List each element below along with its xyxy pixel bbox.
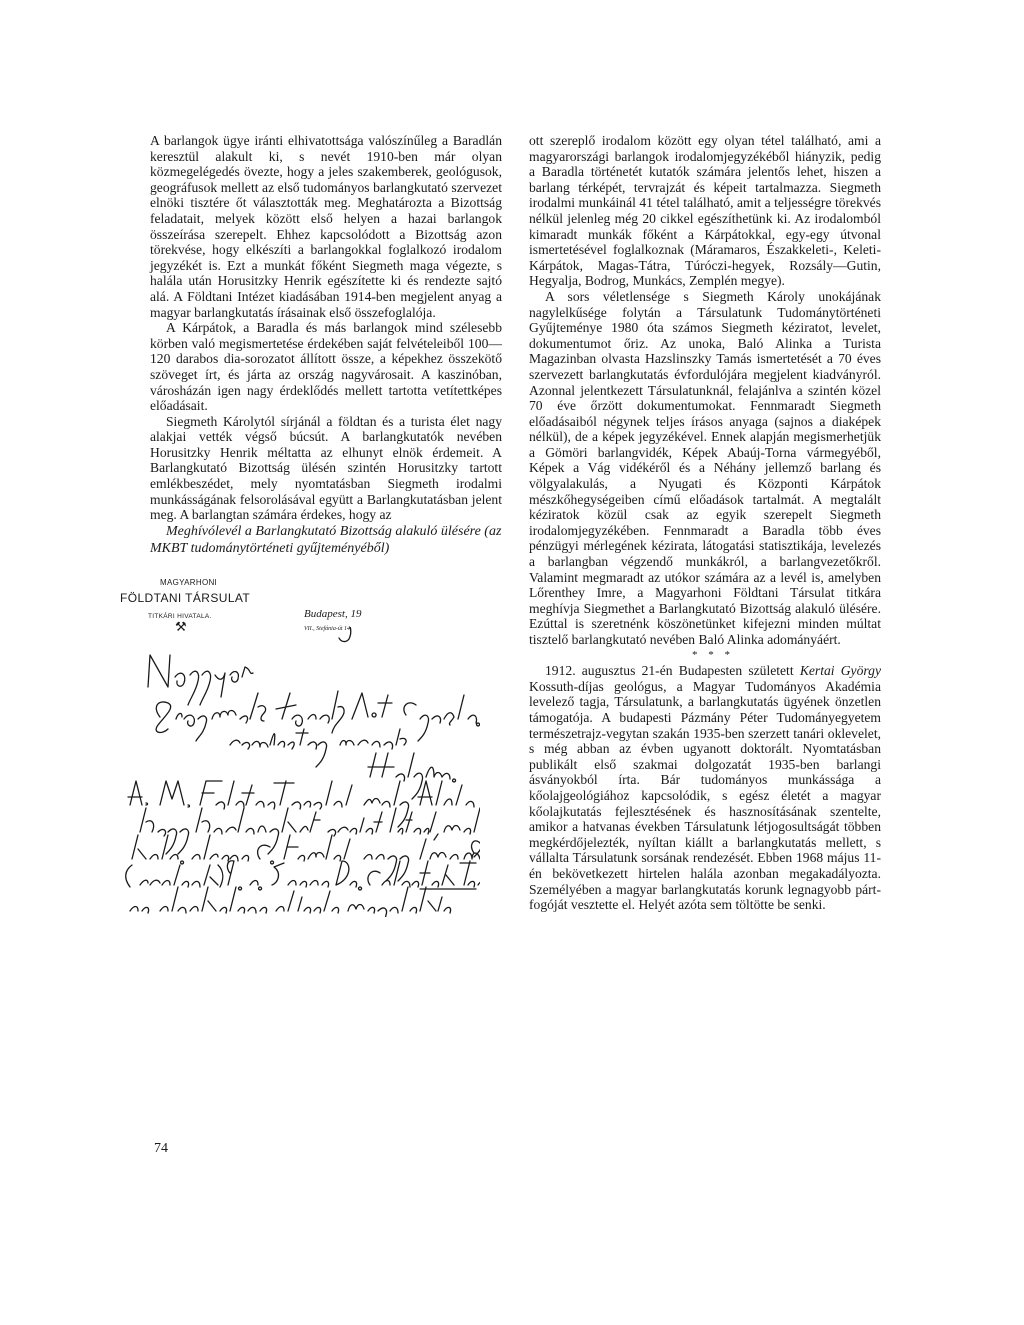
letterhead-line: MAGYARHONI: [160, 577, 218, 587]
paragraph: A Kárpátok, a Baradla és más barlangok mind szélesebb körben való megismertetése érdekében saját felvételeiből 100—120 darabos dia-sorozatot állított össze, a képekhez összekötő szöveget írt, és járta az ország nagyvárosait. A kaszinóban, városházán igen nagy érdeklődés mellett tartotta vetítettképes előadásait.: [150, 320, 502, 414]
section-separator: * * *: [692, 648, 734, 661]
obituary-text: 1912. augusztus 21-én Budapesten született: [545, 663, 800, 679]
letter-place: Budapest, 19: [304, 607, 362, 620]
letterhead-line: TITKÁRI HIVATALA.: [148, 612, 212, 620]
right-column: [529, 133, 881, 913]
left-column: [120, 133, 502, 917]
paragraph: ott szereplő irodalom között egy olyan tétel található, ami a magyarországi barlangok irodalomjegyzékéből hiányzik, pedig a Baradla történetét kutatók számára jelentős lehet, hiszen a barlang térképét, tervrajzát és képeit tartalmazza. Siegmeth irodalmi munkáinál 41 tétel található, amit a teljességre törekvés nélkül jelenleg még 20 cikkel egészíthetünk ki. Az irodalomból kimaradt munkák főként a Kárpátokkal, egy-egy útvonal ismertetésével foglalkoznak (Máramaros, Északkeleti-, Keleti-Kárpátok, Magas-Tátra, Túróczi-hegyek, Rozsály—Gutin, Hegyalja, Bodrog, Munkács, Zemplén megye).: [529, 133, 881, 289]
figure-caption: Meghívólevél a Barlangkutató Bizottság alakuló ülésére (az MKBT tudománytörténeti gyűjteményéből): [150, 523, 502, 556]
obituary-paragraph: [529, 663, 881, 913]
page-number: 74: [154, 1141, 168, 1156]
obituary-person-name: Kertai György: [799, 663, 882, 679]
paragraph: A sors véletlensége s Siegmeth Károly unokájának nagylelkűsége folytán a Társulatunk Tudománytörténeti Gyűjteménye 1980 óta számos Siegmeth kéziratot, levelet, dokumentumot őriz. Az unoka, Baló Alinka a Turista Magazinban olvasta Hazslinszky Tamás ismertetését a 70 éves szervezett barlangkutatás évfordulójára megjelent kiadványról. Azonnal jelentkezett Társulatunknál, felajánlva a szintén közel 70 éve őrzött dokumentumokat. Fennmaradt Siegmeth előadásaiból négynek teljes írásos anyaga (sajnos a diaképek nélkül), de a képek jegyzékével. Ennek alapján megismerhetjük a Gömöri barlangvidék, Képek Abaúj-Torna vármegyéből, Képek a Vág vidékéről és a Néhány jellemző barlang és völgyalakulás, a Nyugati és Központi Kárpátok mészkőhegységeiben című előadások tartalmát. A megtalált kéziratok közül csak az egyik szerepelt Siegmeth irodalomjegyzékében. Fennmaradt a Baradla több éves pénzügyi mérlegének kézirata, látogatási statisztikája, levelezés a barlangban végzendő munkákról, a barlangvezetőkről. Valamint megmaradt az utókor számára az a levél is, amelyben Lőrenthey Imre, a Magyarhoni Földtani Társulat titkára meghívja Siegmethet a Barlangkutató Bizottság alakuló ülésére. Ezúttal is szeretnénk köszönetünket kifejezni minden múltat tisztelő barlangkutató nevében Baló Alinka adományáért.: [529, 288, 881, 647]
letter-facsimile: [120, 567, 480, 917]
obituary-text: Kossuth-díjas geológus, a Magyar Tudományos Akadémia levelező tagja, Társulatunk, a barlangkutatás ügyének önzetlen támogatója. A budapesti Pázmány Péter Tudományegyetem természetrajz-vegytan szakán 1935-ben szerzett tanári oklevelet, s még abban az évben ugyanott doktorált. Nyomtatásban publikált első szakmai dolgozatát 1935-ben barlangi ásványokból írta. Bár tudományos munkássága a kőolajgeológiához kapcsolódik, s egész életét a magyar kőolajkutatás fejlesztésének és hasznosításának szentelte, amikor a hatvanas években Társulatunk létjogosultságát többen megkérdőjelezték, nyíltan kiállt a barlangkutatás mellett, s vállalta Társulatunk sorsának rendezését. Ebben 1968 május 11-én bekövetkezett hirtelen halála azonban megakadályozta. Személyében a magyar barlangkutatás korunk legnagyobb pártfogóját vesztette el. Helyét azóta sem töltötte be senki.: [529, 678, 881, 913]
letter-address: VII., Stefánia-út 14.: [304, 625, 352, 632]
paragraph: Siegmeth Károlytól sírjánál a földtan és a turista élet nagy alakjai vették végső búcsút. A barlangkutatók nevében Horusitzky Henrik méltatta az elhunyt elnök érdemeit. A Barlangkutató Bizottság ülésén szintén Horusitzky tartott emlékbeszédet, mely nyomtatásban Siegmeth irodalmi munkásságának felsorolásával együtt a Barlangkutatásban jelent meg. A barlangtan számára érdekes, hogy az: [150, 413, 502, 523]
crossed-hammers-icon: ⚒: [175, 618, 187, 634]
handwritten-letter-text: [120, 627, 480, 917]
paragraph: A barlangok ügye iránti elhivatottsága valószínűleg a Baradlán keresztül alakult ki, s nevét 1910-ben már olyan közmegelégedés övezte, hogy a jeles szakemberek, geológusok, geográfusok mellett az első tudományos barlangkutató szervezet elnöki tisztére őt választották meg. Meghatározta a Bizottság feladatait, melyek között első helyen a hazai barlangok összeírása szerepelt. Ehhez kapcsolódott a Bizottság azon törekvése, hogy elkészíti a barlangokkal foglalkozó irodalom jegyzékét is. Ezt a munkát főként Siegmeth maga végezte, s halála után Horusitzky Henrik egészítette ki és rendezte sajtó alá. A Földtani Intézet kiadásában 1914-ben megjelent anyag a magyar barlangkutatás írásainak első összefoglalója.: [150, 133, 502, 320]
letterhead-society-name: FÖLDTANI TÁRSULAT: [120, 590, 251, 605]
